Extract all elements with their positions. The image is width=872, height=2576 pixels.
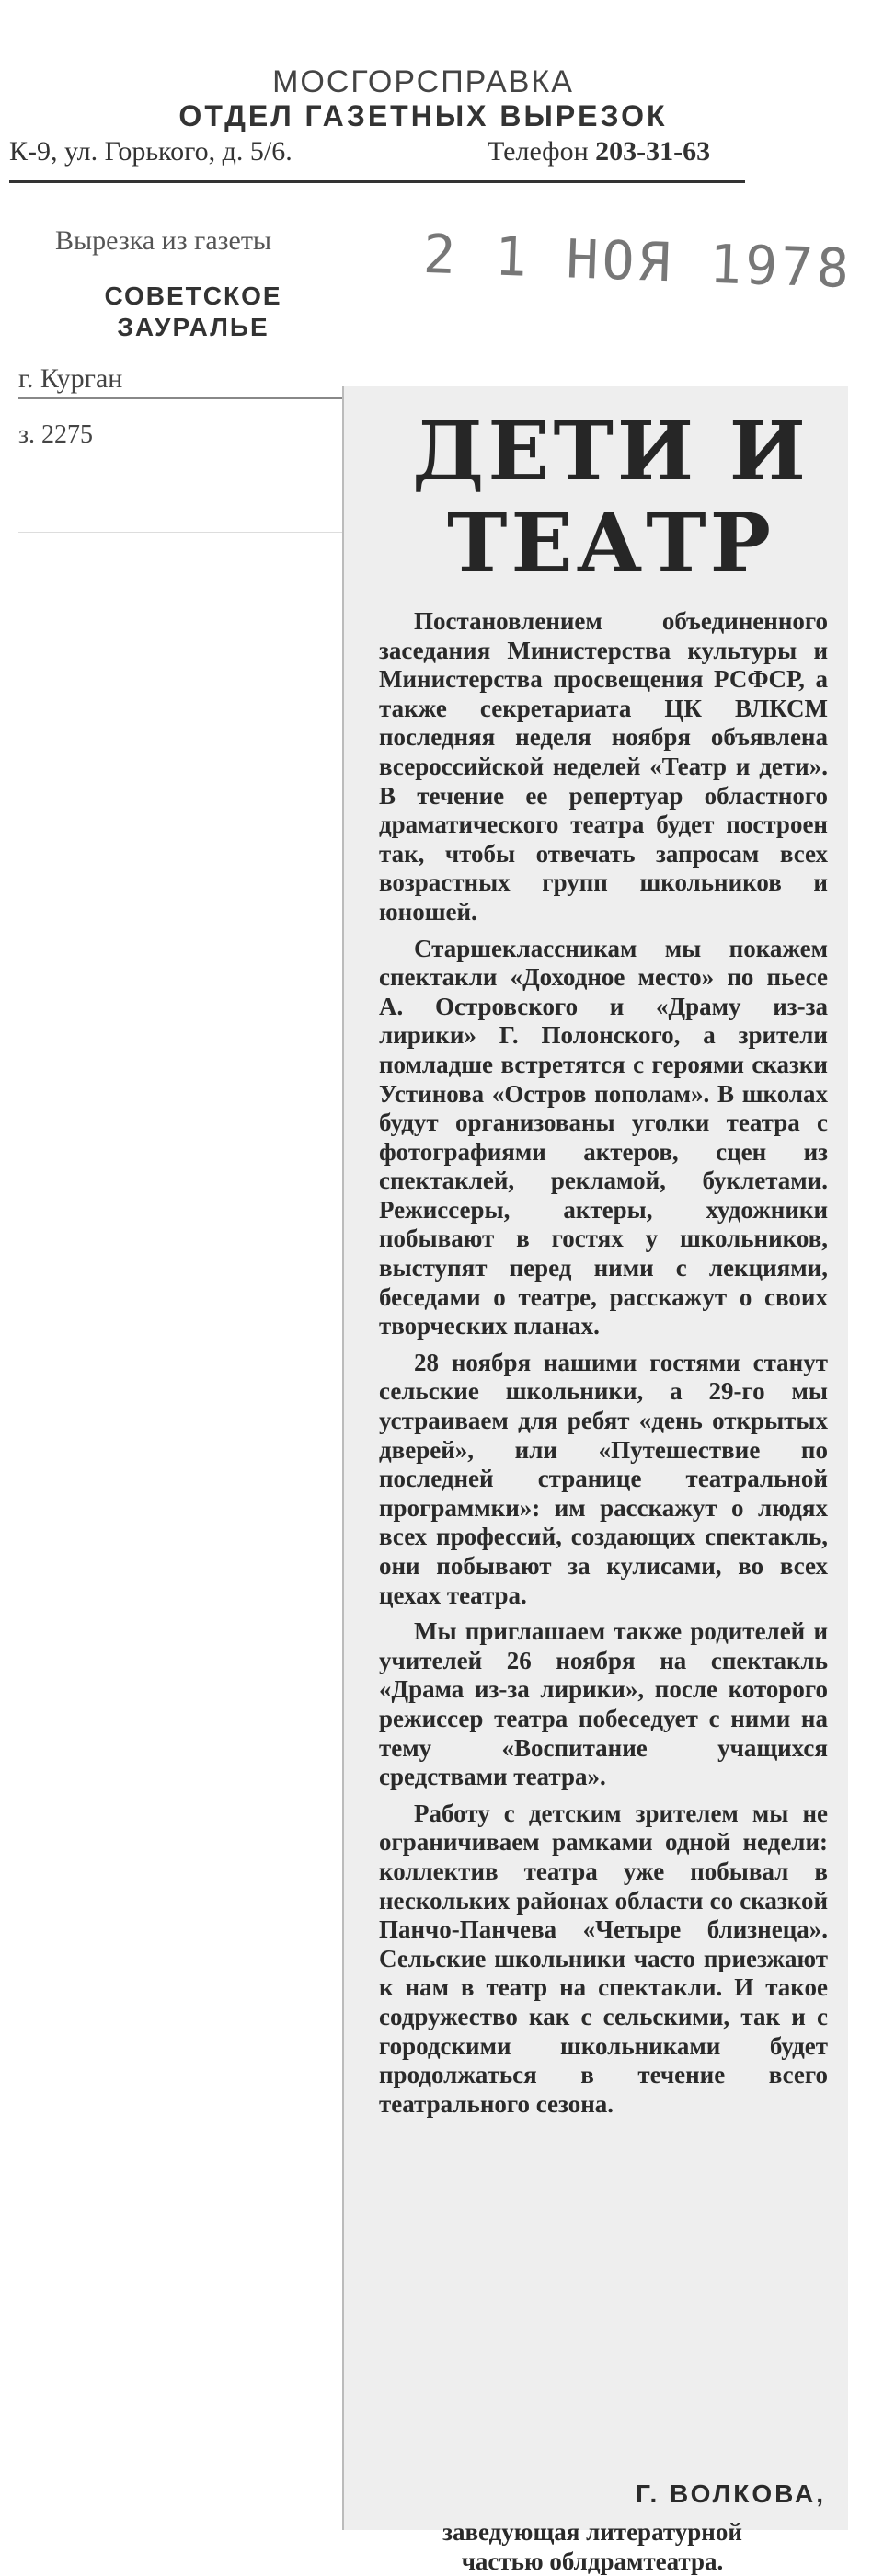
phone-number: 203-31-63 xyxy=(595,136,711,167)
newspaper-clipping xyxy=(342,386,848,2575)
agency-address: К-9, ул. Горького, д. 5/6. xyxy=(9,136,293,167)
article-paragraph: Мы приглашаем также родителей и учителей 26 ноября на спектакль «Драма из-за лирики», после которого режиссер театра побеседует с ними на тему «Воспитание учащихся средствами театра». xyxy=(379,1617,828,1791)
issue-number: з. 2275 xyxy=(18,420,94,449)
author-role: заведующая литературной частью облдрамтеатра. xyxy=(442,2518,742,2575)
agency-phone xyxy=(488,136,710,167)
article-title: ДЕТИ И ТЕАТР xyxy=(412,403,809,591)
header-divider xyxy=(9,180,745,183)
article-paragraph: Постановлением объединенного заседания Министерства культуры и Министерства просвещения РСФСР, а также секретариата ЦК ВЛКСМ последняя неделя ноября объявлена всероссийской неделей «Театр и дети». В течение ее репертуар областного драматического театра будет построен так, чтобы отвечать запросам всех возрастных групп школьников и юношей. xyxy=(379,607,828,926)
newspaper-city: г. Курган xyxy=(18,363,123,394)
info-divider xyxy=(18,397,345,399)
agency-name: МОСГОРСПРАВКА xyxy=(272,64,574,99)
clipping-label: Вырезка из газеты xyxy=(55,225,272,256)
article-paragraph: Работу с детским зрителем мы не ограничиваем рамками одной недели: коллектив театра уже побывал в нескольких районах области со сказкой Панчо-Панчева «Четыре близнеца». Сельские школьники часто приезжают к нам в театр на спектакли. И такое содружество как с сельскими, так и с городскими школьниками будет продолжаться в течение всего театрального сезона. xyxy=(379,1799,828,2118)
department-name: ОТДЕЛ ГАЗЕТНЫХ ВЫРЕЗОК xyxy=(178,99,668,132)
article-author: Г. ВОЛКОВА, xyxy=(636,2479,826,2508)
article-body xyxy=(379,607,828,2126)
article-paragraph: Старшеклассникам мы покажем спектакли «Доходное место» по пьесе А. Островского и «Драму из-за лирики» Г. Полонского, а зрители помладше встретятся с героями сказки Устинова «Остров пополам». В школах будут организованы уголки театра с фотографиями актеров, сцен из спектаклей, рекламой, буклетами. Режиссеры, актеры, художники побывают в гостях у школьников, выступят перед ними с лекциями, беседами о театре, расскажут о своих творческих планах. xyxy=(379,934,828,1340)
article-paragraph: 28 ноября нашими гостями станут сельские школьники, а 29-го мы устраиваем для ребят «день открытых дверей», или «Путешествие по последней странице театральной программки»: им расскажут о людях всех профессий, создающих спектакль, они побывают за кулисами, во всех цехах театра. xyxy=(379,1348,828,1609)
newspaper-name: СОВЕТСКОЕ ЗАУРАЛЬЕ xyxy=(104,282,282,341)
clipping-service-stamp xyxy=(9,46,754,184)
date-stamp: 2 1 НОЯ 1978 xyxy=(421,222,855,301)
phone-label: Телефон xyxy=(488,136,589,167)
info-divider-faint xyxy=(18,532,345,533)
